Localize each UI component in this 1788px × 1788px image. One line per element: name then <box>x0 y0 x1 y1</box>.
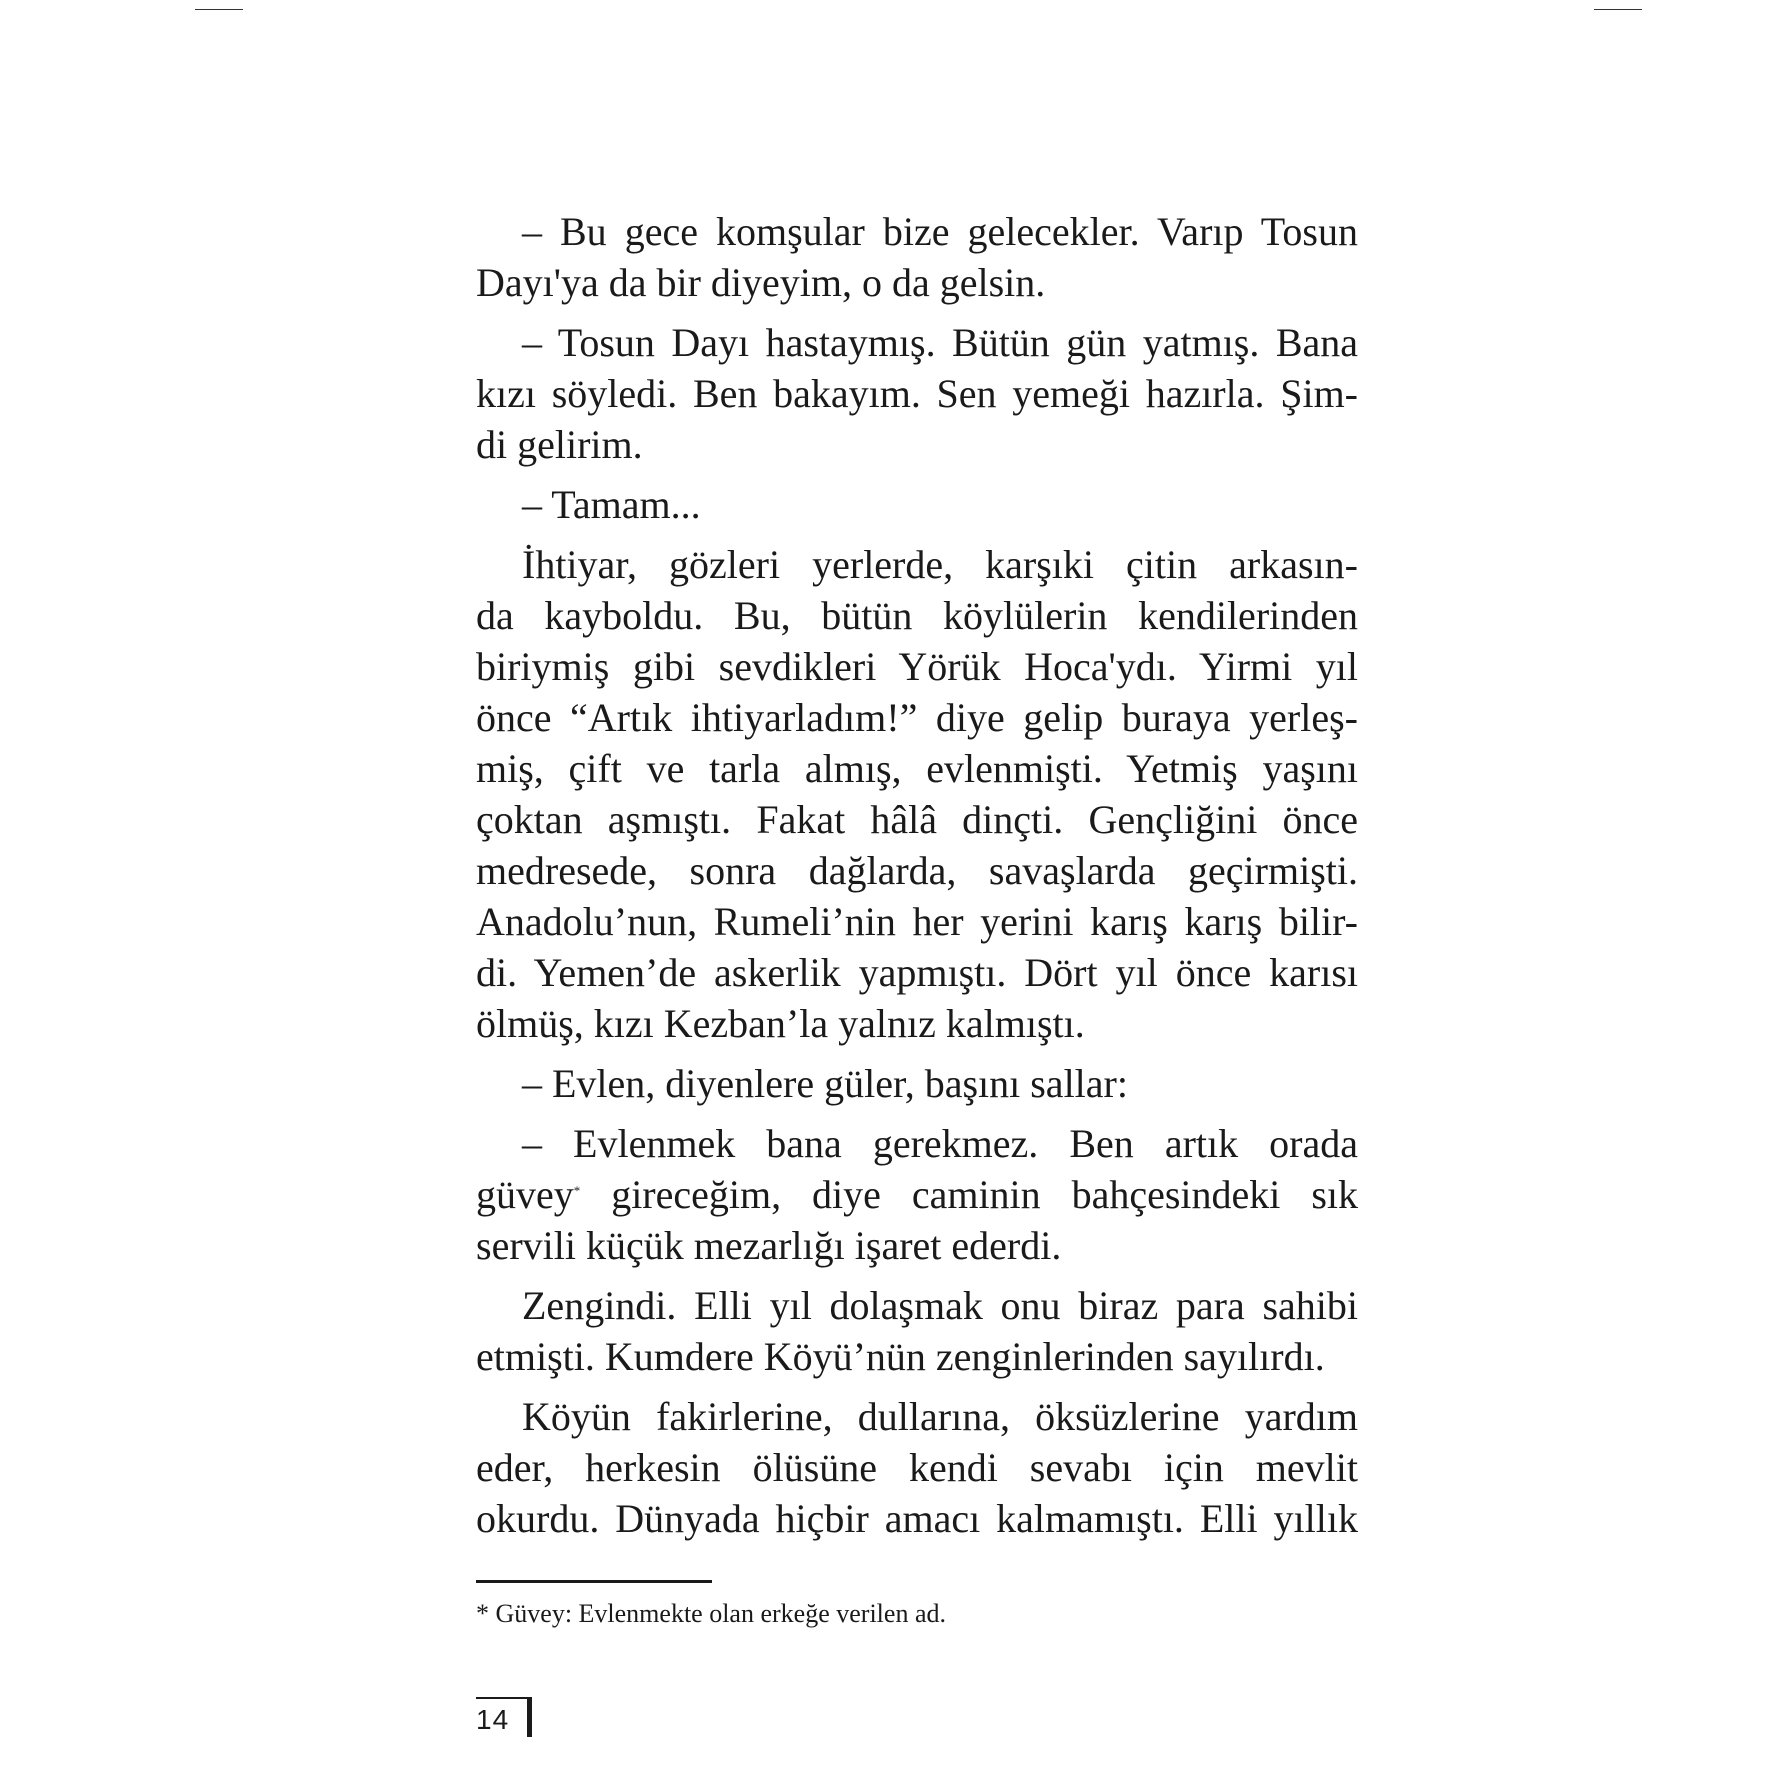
text-line: miş, çift ve tarla almış, evlenmişti. Yetmiş yaşını <box>476 746 1358 791</box>
text-line: – Evlen, diyenlere güler, başını sallar: <box>522 1061 1128 1106</box>
crop-mark-left <box>195 9 243 10</box>
text-fragment: gireceğim, diye caminin bahçesindeki sık <box>580 1172 1358 1217</box>
text-line: etmişti. Kumdere Köyü’nün zenginlerinden sayılırdı. <box>476 1334 1325 1379</box>
paragraph <box>476 1118 1358 1271</box>
text-line: – Bu gece komşular bize gelecekler. Varıp Tosun <box>522 209 1358 254</box>
paragraph <box>476 1058 1358 1109</box>
paragraph <box>476 539 1358 1049</box>
text-line: Zengindi. Elli yıl dolaşmak onu biraz para sahibi <box>522 1283 1358 1328</box>
body-text <box>476 206 1358 1553</box>
footnote: * Güvey: Evlenmekte olan erkeğe verilen ad. <box>476 1599 946 1628</box>
footnote-reference[interactable]: * <box>573 1183 581 1198</box>
text-line: medresede, sonra dağlarda, savaşlarda geçirmişti. <box>476 848 1358 893</box>
text-line: di. Yemen’de askerlik yapmıştı. Dört yıl önce karısı <box>476 950 1358 995</box>
text-line: – Tamam... <box>522 482 701 527</box>
footnote-rule <box>476 1580 712 1583</box>
text-line: Dayı'ya da bir diyeyim, o da gelsin. <box>476 260 1046 305</box>
paragraph <box>476 1280 1358 1382</box>
text-line: di gelirim. <box>476 422 643 467</box>
page-number: 14 <box>476 1704 510 1735</box>
text-line: kızı söyledi. Ben bakayım. Sen yemeği hazırla. Şim- <box>476 371 1358 416</box>
text-line: İhtiyar, gözleri yerlerde, karşıki çitin arkasın- <box>522 542 1358 587</box>
crop-mark-right <box>1594 9 1642 10</box>
text-line: ölmüş, kızı Kezban’la yalnız kalmıştı. <box>476 1001 1085 1046</box>
paragraph <box>476 206 1358 308</box>
text-line: biriymiş gibi sevdikleri Yörük Hoca'ydı. Yirmi yıl <box>476 644 1358 689</box>
text-line: Anadolu’nun, Rumeli’nin her yerini karış karış bilir- <box>476 899 1358 944</box>
text-fragment: güvey <box>476 1172 574 1217</box>
text-line: önce “Artık ihtiyarladım!” diye gelip buraya yerleş- <box>476 695 1358 740</box>
paragraph <box>476 317 1358 470</box>
text-line: servili küçük mezarlığı işaret ederdi. <box>476 1223 1062 1268</box>
paragraph <box>476 1391 1358 1544</box>
text-line <box>476 1169 1358 1220</box>
text-line: eder, herkesin ölüsüne kendi sevabı için mevlit <box>476 1445 1358 1490</box>
text-line: çoktan aşmıştı. Fakat hâlâ dinçti. Gençliğini önce <box>476 797 1358 842</box>
text-line: okurdu. Dünyada hiçbir amacı kalmamıştı. Elli yıllık <box>476 1496 1358 1541</box>
text-line: – Tosun Dayı hastaymış. Bütün gün yatmış. Bana <box>522 320 1358 365</box>
text-line: da kayboldu. Bu, bütün köylülerin kendilerinden <box>476 593 1358 638</box>
text-line: – Evlenmek bana gerekmez. Ben artık orada <box>522 1121 1358 1166</box>
paragraph <box>476 479 1358 530</box>
text-line: Köyün fakirlerine, dullarına, öksüzlerine yardım <box>522 1394 1358 1439</box>
